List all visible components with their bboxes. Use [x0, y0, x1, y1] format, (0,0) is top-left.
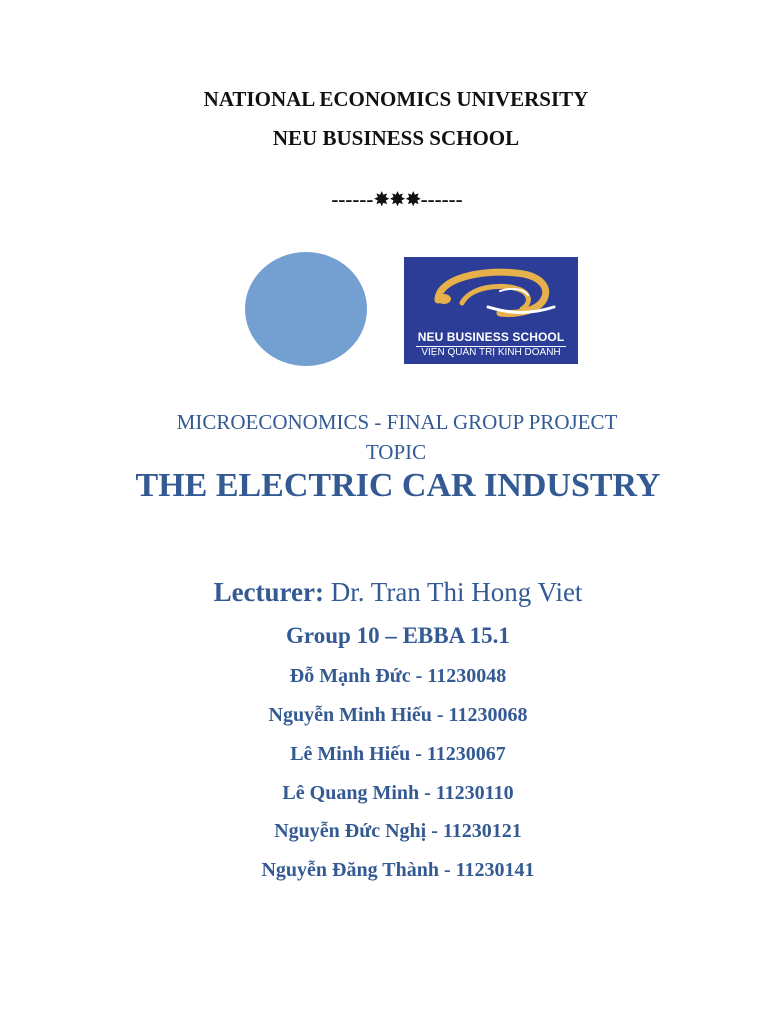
group-name: Group 10 – EBBA 15.1 [286, 623, 510, 648]
group-member: Đỗ Mạnh Đức - 11230048 [289, 665, 507, 687]
star-ornament-icon: ✸✸✸ [373, 187, 421, 211]
decorative-circle [245, 252, 367, 366]
topic-label: TOPIC [365, 440, 427, 464]
group-member: Lê Quang Minh - 11230110 [282, 782, 514, 804]
decorative-divider [13, 187, 768, 212]
group-member: Lê Minh Hiếu - 11230067 [290, 743, 506, 765]
lecturer-line [14, 577, 768, 608]
group-member: Nguyễn Đức Nghị - 11230121 [274, 820, 522, 842]
school-name: NEU BUSINESS SCHOOL [272, 126, 520, 150]
topic-title: THE ELECTRIC CAR INDUSTRY [135, 467, 661, 504]
group-member: Nguyễn Minh Hiếu - 11230068 [268, 704, 528, 726]
lecturer-name: Dr. Tran Thi Hong Viet [330, 577, 583, 607]
university-name: NATIONAL ECONOMICS UNIVERSITY [203, 87, 589, 111]
divider-dashes-right: ------ [420, 187, 463, 211]
course-title: MICROECONOMICS - FINAL GROUP PROJECT [176, 410, 618, 434]
lecturer-label: Lecturer: [213, 577, 325, 607]
divider-dashes-left: ------ [331, 187, 374, 211]
logo-name-text: NEU BUSINESS SCHOOL [417, 330, 565, 344]
group-member: Nguyễn Đăng Thành - 11230141 [261, 859, 535, 881]
logo-subtitle-text: VIỆN QUẢN TRỊ KINH DOANH [421, 347, 561, 358]
neu-business-school-logo [404, 257, 578, 364]
